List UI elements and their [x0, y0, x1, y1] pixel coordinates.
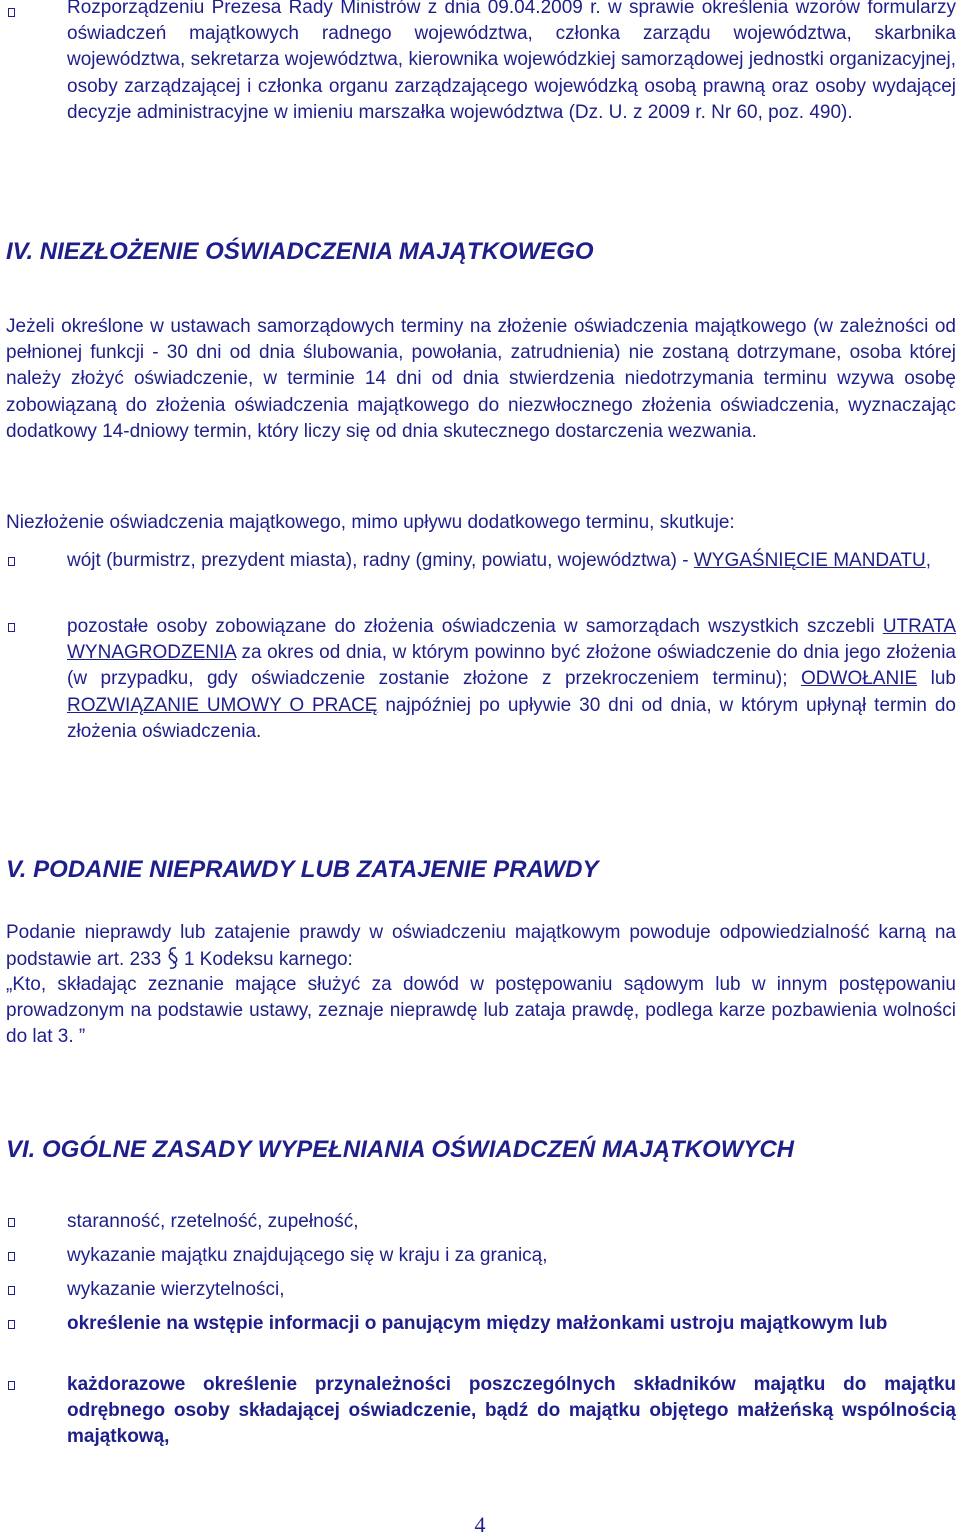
consequence-bullet-2 [6, 614, 956, 745]
section-v-text-a: Podanie nieprawdy lub zatajenie prawdy w oświadczeniu majątkowym powoduje odpowiedzialność karną na podstawie art. 233 [6, 922, 956, 971]
principle-item-text: wykazanie wierzytelności, [67, 1279, 285, 1300]
principle-item [6, 1372, 956, 1451]
principle-item-text: określenie na wstępie informacji o panującym między małżonkami ustroju majątkowym lub [67, 1313, 888, 1334]
principle-item-text: staranność, rzetelność, zupełność, [67, 1211, 359, 1232]
principle-item [6, 1277, 956, 1303]
section-iv-intro: Niezłożenie oświadczenia majątkowego, mimo upływu dodatkowego terminu, skutkuje: [6, 512, 735, 533]
principle-item-text: każdorazowe określenie przynależności poszczególnych składników majątku do majątku odrębnego osoby składającej oświadczenie, bądź do majątku objętego małżeńską wspólnością majątkową, [67, 1374, 956, 1448]
principle-item [6, 1311, 956, 1337]
square-bullet-icon [8, 1320, 15, 1329]
square-bullet-icon [8, 1218, 15, 1227]
section-v-heading: V. PODANIE NIEPRAWDY LUB ZATAJENIE PRAWDY [6, 856, 599, 883]
mandate-expiry-term: WYGAŚNIĘCIE MANDATU [693, 550, 926, 571]
square-bullet-icon [8, 623, 15, 632]
square-bullet-icon [8, 1286, 15, 1295]
principle-item [6, 1243, 956, 1269]
section-v-text-b: 1 Kodeksu karnego: [178, 949, 353, 971]
square-bullet-icon [8, 557, 15, 566]
regulation-bullet [6, 0, 956, 126]
square-bullet-icon [8, 1381, 15, 1390]
section-iv-heading: IV. NIEZŁOŻENIE OŚWIADCZENIA MAJĄTKOWEGO [6, 238, 594, 265]
criminal-code-quote: „Kto, składając zeznanie mające służyć za dowód w postępowaniu sądowym lub w innym postępowaniu prowadzonym na podstawie ustawy, zeznaje nieprawdę lub zataja prawdę, podlega karze pozbawienia wolności do lat 3. ” [6, 974, 956, 1048]
salary-loss-term: UTRATA WYNAGRODZENIA [67, 616, 956, 664]
consequence-2-text [67, 614, 956, 745]
contract-termination-term: ROZWIĄZANIE UMOWY O PRACĘ [67, 694, 378, 716]
section-v-paragraph-1 [6, 920, 956, 973]
principle-item [6, 1209, 956, 1235]
consequence-2-part4: najpóźniej po upływie 30 dni od dnia, w którym upłynął termin do złożenia oświadczenia. [67, 694, 956, 742]
consequence-bullet-1 [6, 548, 956, 574]
dismissal-term: ODWOŁANIE [801, 668, 918, 690]
consequence-2-part1: pozostałe osoby zobowiązane do złożenia oświadczenia w samorządach wszystkich szczebli [67, 616, 883, 637]
principle-item-text: wykazanie majątku znajdującego się w kraju i za granicą, [67, 1245, 548, 1266]
paragraph-sign-icon [167, 946, 179, 970]
section-iv-paragraph: Jeżeli określone w ustawach samorządowych terminy na złożenie oświadczenia majątkowego (w zależności od pełnionej funkcji - 30 dni od dnia ślubowania, powołania, zatrudnienia) nie zostaną dotrzymane, osoba której należy złożyć oświadczenie, w terminie 14 dni od dnia stwierdzenia niedotrzymania terminu wzywa osobę zobowiązaną do złożenia oświadczenia majątkowego do niezwłocznego złożenia oświadczenia, wyznaczając dodatkowy 14-dniowy termin, który liczy się od dnia skutecznego dostarczenia wezwania. [6, 316, 956, 442]
consequence-1-text [67, 548, 956, 574]
section-vi-heading: VI. OGÓLNE ZASADY WYPEŁNIANIA OŚWIADCZEŃ MAJĄTKOWYCH [6, 1136, 795, 1163]
consequence-2-part3: lub [917, 668, 956, 690]
consequence-2-part2: za okres od dnia, w którym powinno być złożone oświadczenie do dnia jego złożenia (w przypadku, gdy oświadczenie zostanie złożone z przekroczeniem terminu); [67, 642, 956, 690]
consequence-1-end: , [925, 550, 932, 571]
regulation-text: Rozporządzeniu Prezesa Rady Ministrów z dnia 09.04.2009 r. w sprawie określenia wzorów formularzy oświadczeń majątkowych radnego województwa, członka zarządu województwa, skarbnika województwa, sekretarza województwa, kierownika wojewódzkiej samorządowej jednostki organizacyjnej, osoby zarządzającej i członka organu zarządzającego wojewódzką osobą prawną oraz osoby wydającej decyzje administracyjne w imieniu marszałka województwa (Dz. U. z 2009 r. Nr 60, poz. 490). [67, 0, 956, 123]
square-bullet-icon [8, 8, 15, 17]
consequence-1-main: wójt (burmistrz, prezydent miasta), radny (gminy, powiatu, województwa) - [67, 550, 694, 571]
page-number: 4 [474, 1512, 486, 1537]
square-bullet-icon [8, 1252, 15, 1261]
